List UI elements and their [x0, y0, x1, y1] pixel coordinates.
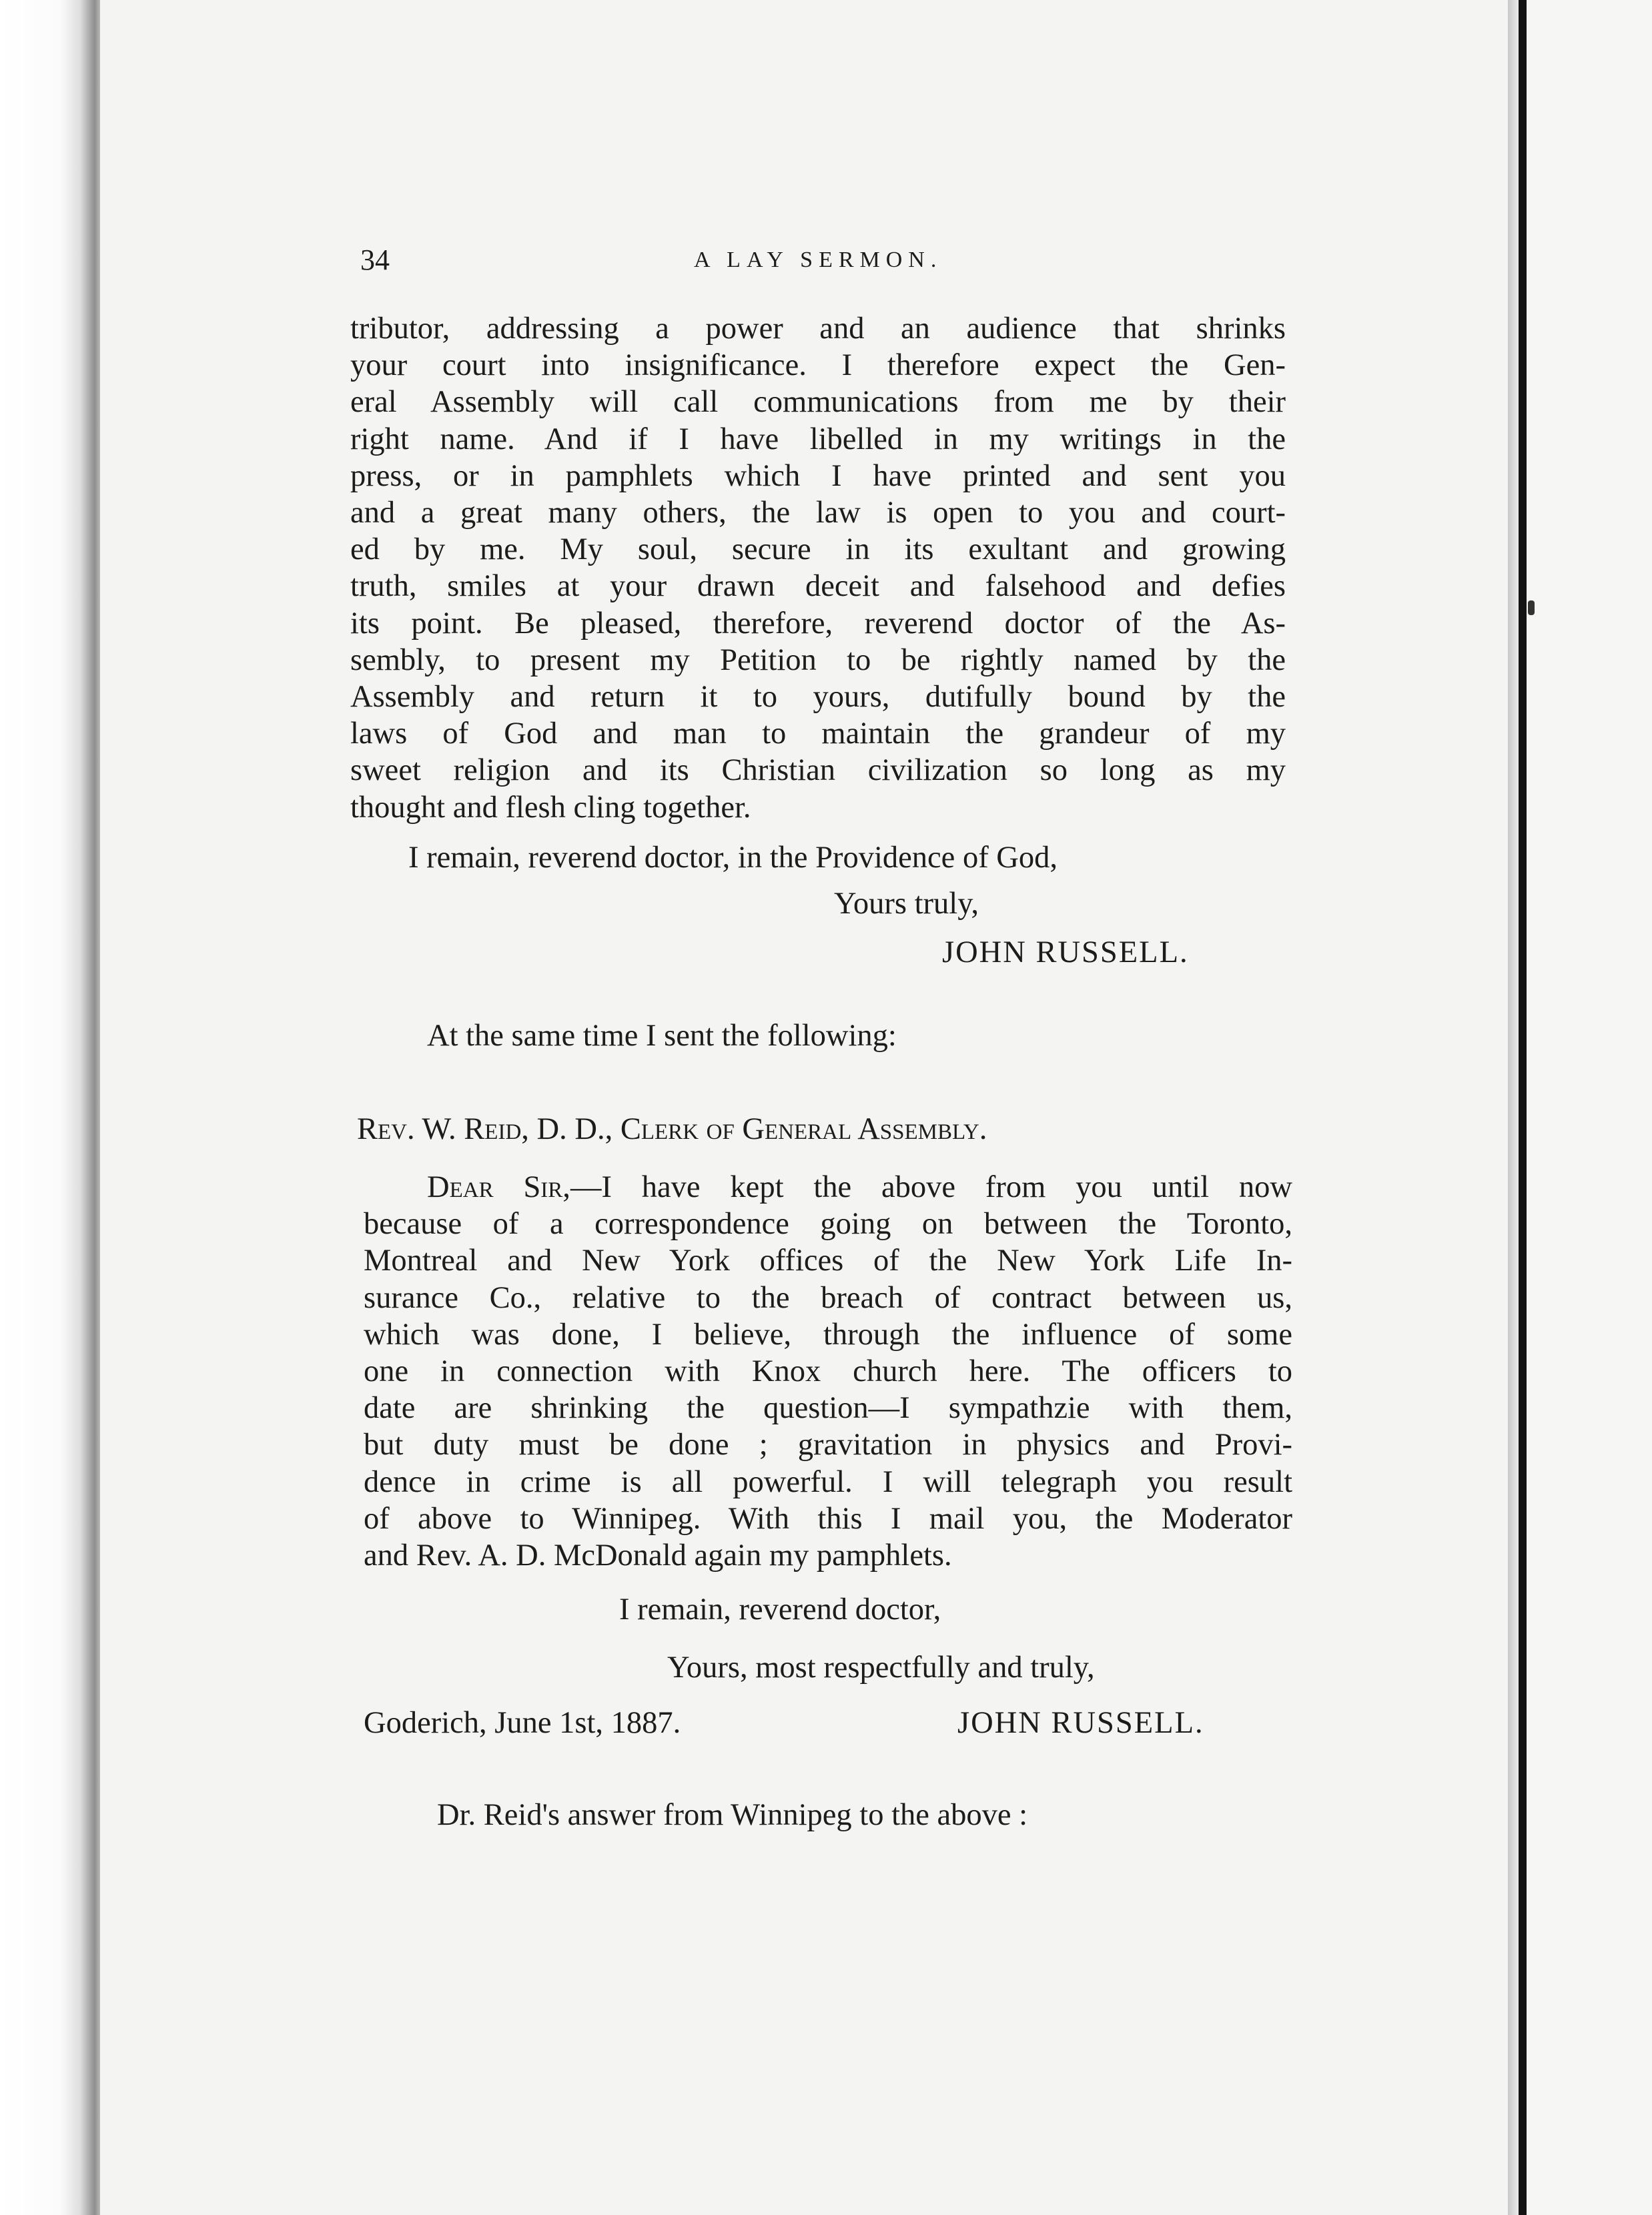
- text-line: Montreal and New York offices of the New York Life In-: [364, 1244, 1292, 1278]
- page-header: [360, 240, 1348, 280]
- outro-line: Dr. Reid's answer from Winnipeg to the above :: [437, 1798, 1028, 1832]
- text-line: press, or in pamphlets which I have printed and sent you: [350, 458, 1286, 493]
- letter-two-salutation-close: Yours, most respectfully and truly,: [667, 1651, 1095, 1685]
- text-line: of above to Winnipeg. With this I mail you, the Moderator: [364, 1501, 1292, 1536]
- text-line: truth, smiles at your drawn deceit and falsehood and defies: [350, 569, 1286, 604]
- book-spine: [1519, 0, 1527, 2215]
- page-binding-shadow: [0, 0, 100, 2215]
- page-edge: [1508, 0, 1519, 2215]
- text-line: tributor, addressing a power and an audience that shrinks: [350, 312, 1286, 346]
- text-line: eral Assembly will call communications from me by their: [350, 385, 1286, 420]
- text-line: thought and flesh cling together.: [350, 790, 751, 825]
- text-line: because of a correspondence going on between the Toronto,: [364, 1207, 1292, 1242]
- letter-two-closing: I remain, reverend doctor,: [619, 1593, 941, 1627]
- text-line: dence in crime is all powerful. I will telegraph you result: [364, 1464, 1292, 1499]
- text-line: which was done, I believe, through the influence of some: [364, 1317, 1292, 1352]
- text-line: its point. Be pleased, therefore, reverend doctor of the As-: [350, 606, 1286, 640]
- facing-page-mark: [1528, 600, 1535, 615]
- text-line: surance Co., relative to the breach of contract between us,: [364, 1280, 1292, 1315]
- text-line: right name. And if I have libelled in my writings in the: [350, 422, 1286, 456]
- text-line: laws of God and man to maintain the grandeur of my: [350, 717, 1286, 751]
- place-date: Goderich, June 1st, 1887.: [364, 1706, 681, 1740]
- letter-two-signature: JOHN RUSSELL.: [957, 1706, 1204, 1740]
- text-line: date are shrinking the question—I sympathzie with them,: [364, 1391, 1292, 1426]
- greeting: Dear Sir,: [427, 1170, 570, 1204]
- text-line: and Rev. A. D. McDonald again my pamphlets.: [364, 1538, 952, 1573]
- letter-one-body: [350, 310, 1286, 826]
- text-line: one in connection with Knox church here. The officers to: [364, 1354, 1292, 1389]
- letter-one-closing: I remain, reverend doctor, in the Providence of God,: [408, 841, 1058, 875]
- text-line: and a great many others, the law is open to you and court-: [350, 496, 1286, 530]
- text-line: [364, 1169, 1292, 1206]
- addressee-line: Rev. W. Reid, D. D., Clerk of General Assembly.: [357, 1112, 987, 1146]
- greeting-line-rest: —I have kept the above from you until now: [570, 1170, 1292, 1204]
- text-line: sweet religion and its Christian civilization so long as my: [350, 753, 1286, 788]
- intro-line: At the same time I sent the following:: [427, 1019, 897, 1053]
- letter-one-salutation-close: Yours truly,: [834, 887, 979, 921]
- facing-page: [1527, 0, 1652, 2215]
- letter-one-signature: JOHN RUSSELL.: [942, 935, 1189, 969]
- text-line: but duty must be done ; gravitation in physics and Provi-: [364, 1428, 1292, 1462]
- text-line: Assembly and return it to yours, dutifully bound by the: [350, 680, 1286, 715]
- text-line: your court into insignificance. I therefore expect the Gen-: [350, 348, 1286, 383]
- running-head: A LAY SERMON.: [694, 248, 943, 272]
- text-line: sembly, to present my Petition to be rightly named by the: [350, 642, 1286, 677]
- letter-two-body: [364, 1169, 1292, 1574]
- text-line: ed by me. My soul, secure in its exultant and growing: [350, 532, 1286, 567]
- page-number: 34: [360, 244, 390, 276]
